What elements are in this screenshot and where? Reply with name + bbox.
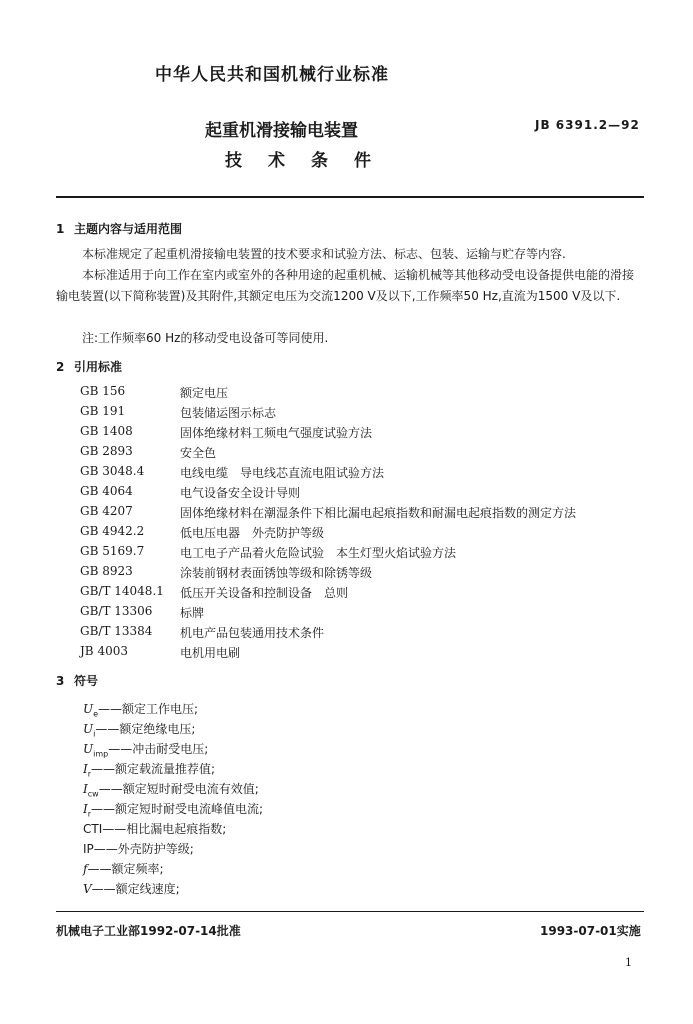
issuing-body: 中华人民共和国机械行业标准 xyxy=(155,65,389,85)
reference-title: 安全色 xyxy=(180,446,217,460)
symbol-row xyxy=(83,820,226,837)
symbol-row xyxy=(83,700,198,718)
reference-code: JB 4003 xyxy=(80,644,128,658)
symbol-description: ——额定短时耐受电流峰值电流; xyxy=(91,802,264,816)
symbol: IP xyxy=(83,842,94,856)
reference-title: 固体绝缘材料在潮湿条件下相比漏电起痕指数和耐漏电起痕指数的测定方法 xyxy=(180,506,577,520)
reference-code: GB 156 xyxy=(80,384,126,398)
reference-code: GB 3048.4 xyxy=(80,464,145,478)
symbol: I xyxy=(83,782,88,796)
standard-code: JB 6391.2—92 xyxy=(535,118,640,132)
symbol: f xyxy=(83,862,88,876)
section-1-paragraph-1: 本标准规定了起重机滑接输电装置的技术要求和试验方法、标志、包装、运输与贮存等内容. xyxy=(82,247,566,261)
section-title: 引用标准 xyxy=(74,360,123,374)
symbol-subscript: r xyxy=(87,809,92,819)
section-title: 符号 xyxy=(74,674,99,688)
reference-code: GB 191 xyxy=(80,404,126,418)
symbol-description: ——额定短时耐受电流有效值; xyxy=(98,782,259,796)
reference-code: GB 2893 xyxy=(80,444,133,458)
section-1-note: 注:工作频率60 Hz的移动受电设备可等同使用. xyxy=(82,331,329,345)
reference-title: 低电压电器 外壳防护等级 xyxy=(180,526,325,540)
reference-title: 额定电压 xyxy=(180,386,229,400)
symbol-description: ——额定线速度; xyxy=(91,882,180,896)
reference-code: GB 4207 xyxy=(80,504,133,518)
section-3-heading xyxy=(56,672,98,689)
symbol-subscript: e xyxy=(93,709,99,719)
reference-code: GB 8923 xyxy=(80,564,133,578)
symbol-description: ——外壳防护等级; xyxy=(93,842,194,856)
reference-code: GB/T 13306 xyxy=(80,604,153,618)
page-number: 1 xyxy=(625,956,632,969)
reference-code: GB 4942.2 xyxy=(80,524,145,538)
symbol-subscript: cw xyxy=(87,789,99,799)
reference-title: 涂装前钢材表面锈蚀等级和除锈等级 xyxy=(180,566,373,580)
document-title: 起重机滑接输电装置 xyxy=(205,121,358,141)
symbol: U xyxy=(83,702,94,716)
reference-code: GB 1408 xyxy=(80,424,133,438)
header-rule xyxy=(56,196,644,198)
symbol-row xyxy=(83,780,259,798)
symbol-subscript: r xyxy=(87,769,92,779)
symbol-row xyxy=(83,860,164,877)
symbol-subscript: i xyxy=(93,729,96,739)
reference-title: 固体绝缘材料工频电气强度试验方法 xyxy=(180,426,373,440)
section-title: 主题内容与适用范围 xyxy=(74,222,183,236)
reference-title: 电线电缆 导电线芯直流电阻试验方法 xyxy=(180,466,385,480)
section-number: 3 xyxy=(56,674,65,688)
symbol: I xyxy=(83,802,88,816)
section-number: 1 xyxy=(56,222,65,236)
effective-date: 1993-07-01实施 xyxy=(540,924,641,938)
symbol: CTI xyxy=(83,822,103,836)
reference-title: 电机用电刷 xyxy=(180,646,241,660)
symbol: V xyxy=(83,882,92,896)
reference-code: GB 4064 xyxy=(80,484,133,498)
section-2-heading xyxy=(56,358,122,375)
section-number: 2 xyxy=(56,360,65,374)
symbol: U xyxy=(83,722,94,736)
symbol-row xyxy=(83,880,180,897)
approval-line: 机械电子工业部1992-07-14批准 xyxy=(56,924,241,938)
reference-code: GB/T 14048.1 xyxy=(80,584,164,598)
symbol-description: ——额定载流量推荐值; xyxy=(91,762,216,776)
symbol-row xyxy=(83,740,208,758)
section-1-paragraph-2: 本标准适用于向工作在室内或室外的各种用途的起重机械、运输机械等其他移动受电设备提供电能的滑接输电装置(以下简称装置)及其附件,其额定电压为交流1200 V及以下,工作频率50 Hz,直流为1500 V及以下. xyxy=(56,268,635,303)
symbol: U xyxy=(83,742,94,756)
reference-title: 机电产品包装通用技术条件 xyxy=(180,626,325,640)
reference-code: GB 5169.7 xyxy=(80,544,145,558)
section-1-heading xyxy=(56,220,182,237)
symbol-row xyxy=(83,800,263,818)
symbol-description: ——相比漏电起痕指数; xyxy=(102,822,227,836)
footer-rule xyxy=(56,911,644,912)
symbol-subscript: imp xyxy=(93,749,109,759)
symbol-description: ——额定绝缘电压; xyxy=(95,722,196,736)
symbol-description: ——额定频率; xyxy=(87,862,164,876)
reference-title: 电气设备安全设计导则 xyxy=(180,486,301,500)
reference-code: GB/T 13384 xyxy=(80,624,153,638)
reference-title: 包装储运图示标志 xyxy=(180,406,277,420)
symbol: I xyxy=(83,762,88,776)
symbol-row xyxy=(83,720,195,738)
symbol-row xyxy=(83,760,215,778)
symbol-description: ——额定工作电压; xyxy=(98,702,199,716)
reference-title: 低压开关设备和控制设备 总则 xyxy=(180,586,349,600)
reference-title: 电工电子产品着火危险试验 本生灯型火焰试验方法 xyxy=(180,546,457,560)
reference-title: 标牌 xyxy=(180,606,205,620)
symbol-row xyxy=(83,840,194,857)
document-subtitle: 技术条件 xyxy=(225,151,397,171)
symbol-description: ——冲击耐受电压; xyxy=(108,742,209,756)
